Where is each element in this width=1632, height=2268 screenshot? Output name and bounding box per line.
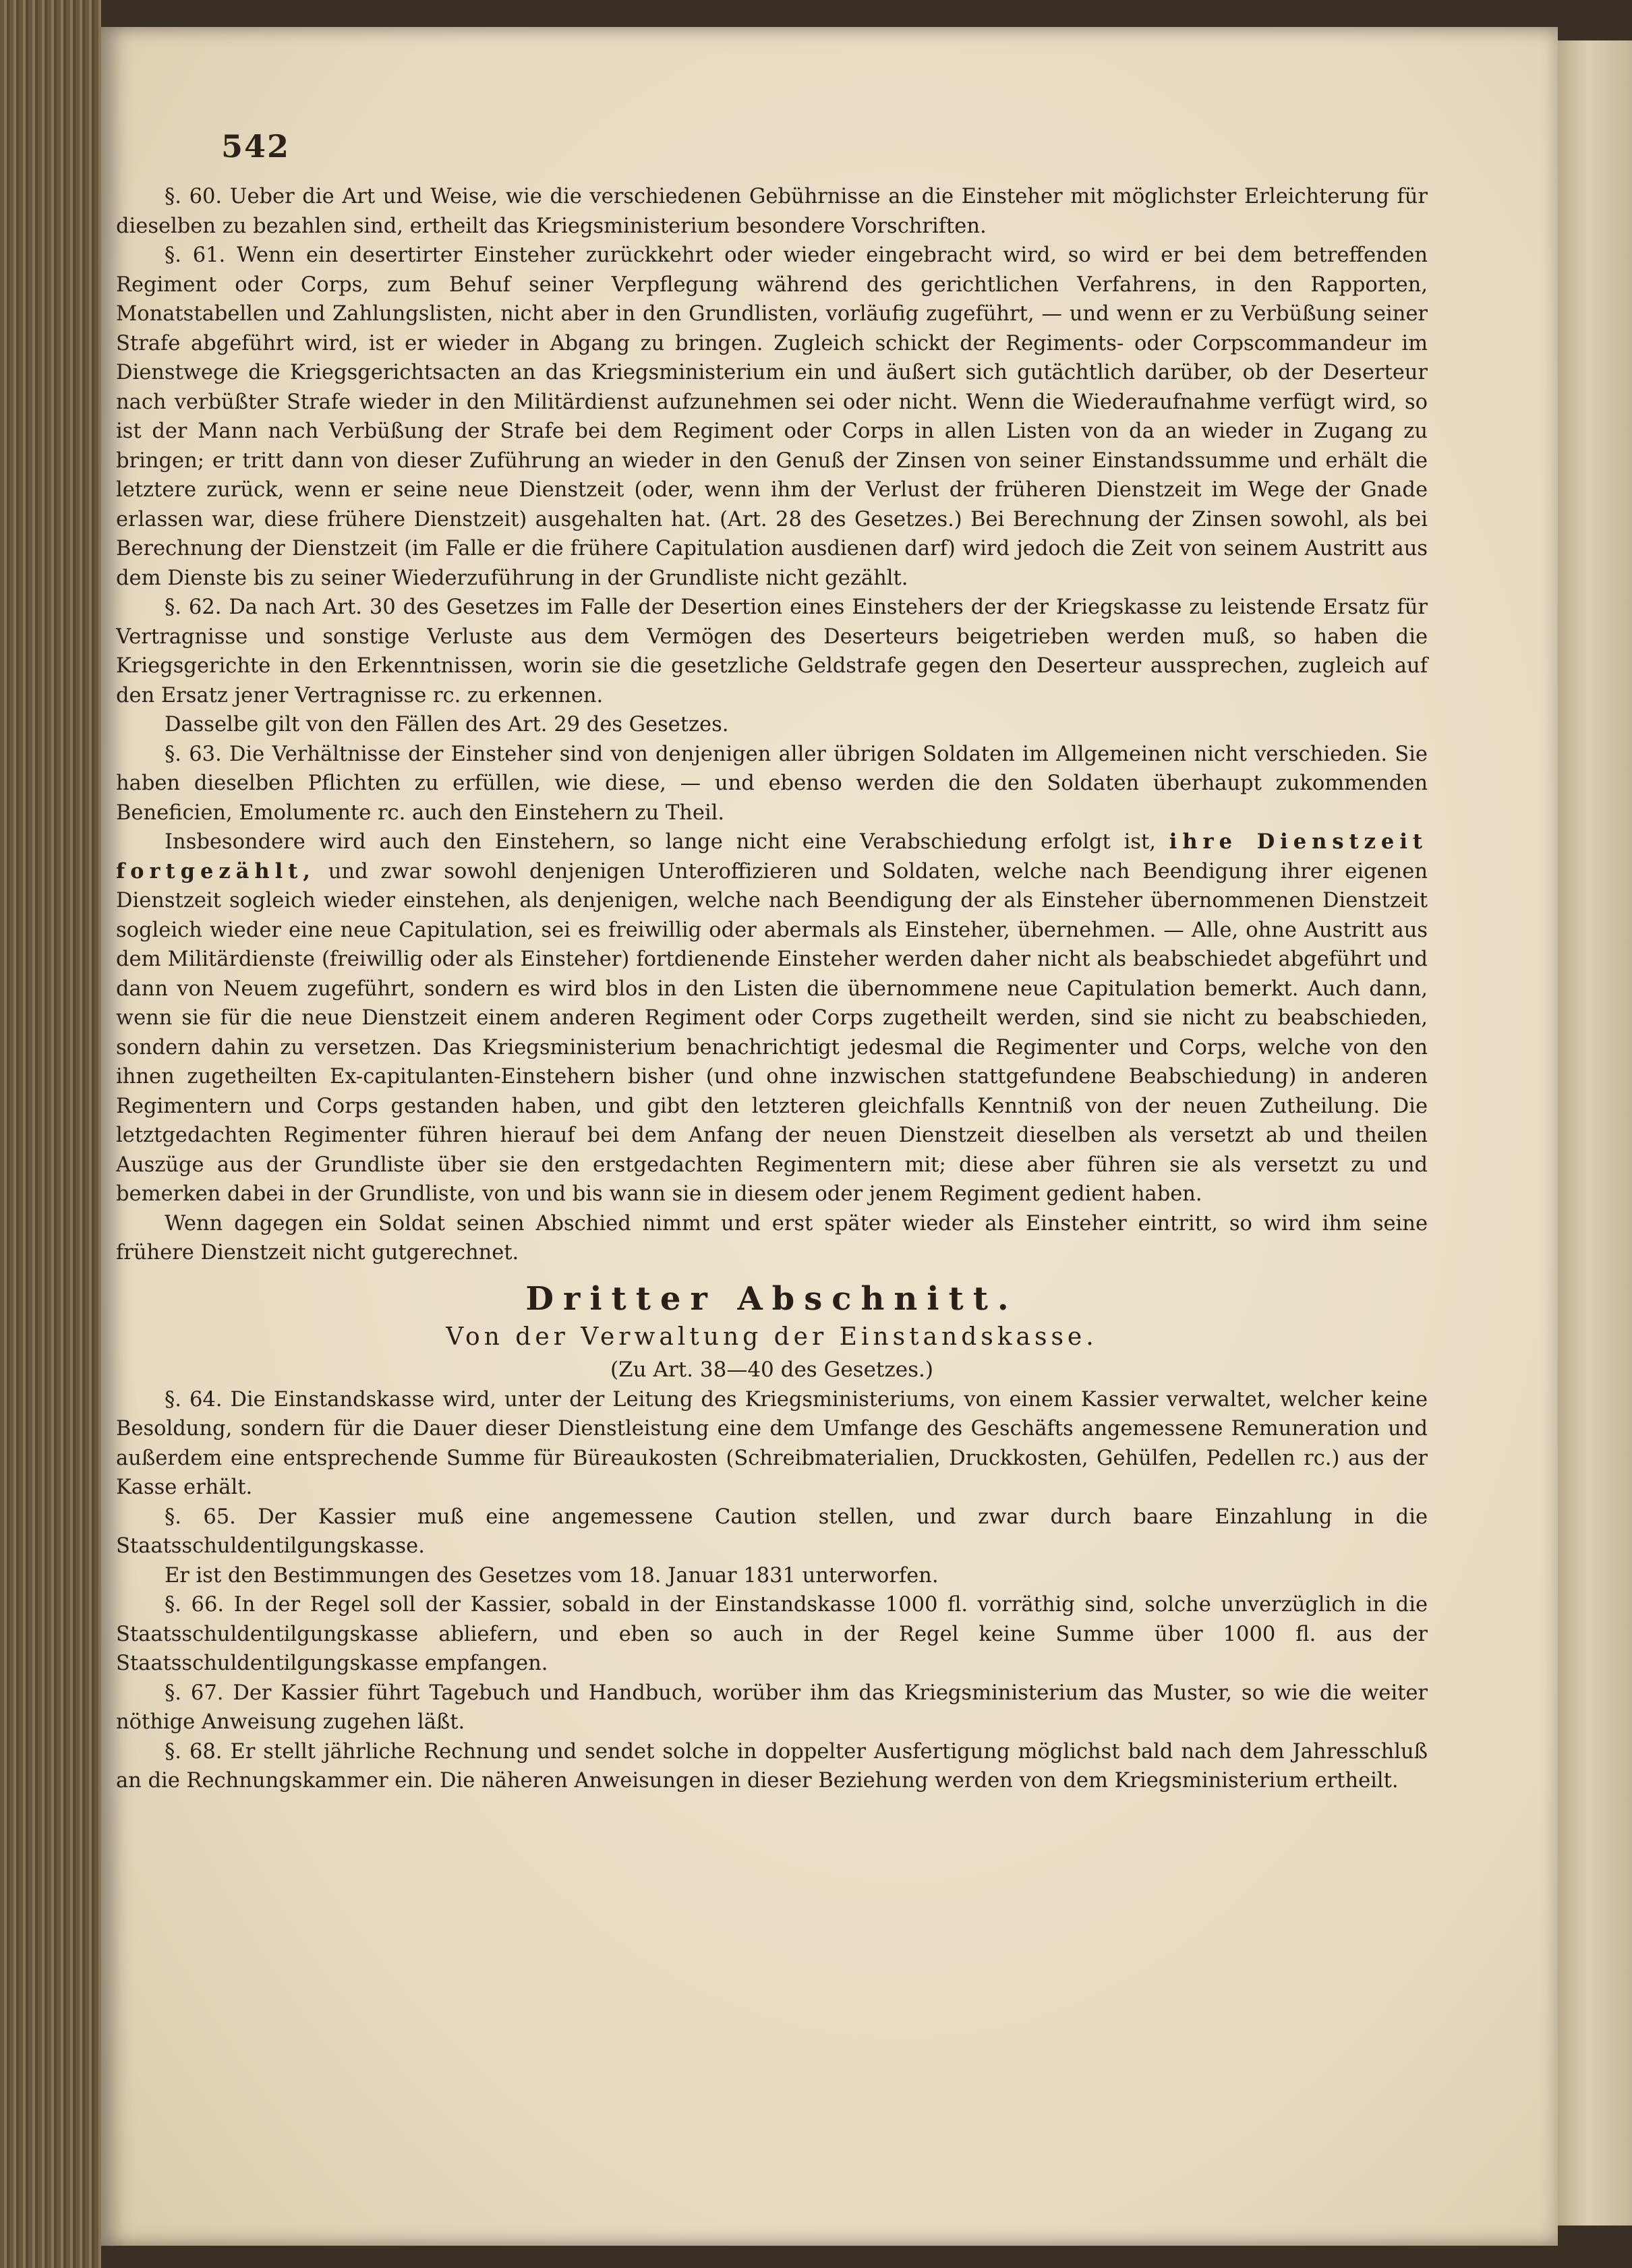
paragraph-61: §. 61. Wenn ein desertirter Einsteher zurückkehrt oder wieder eingebracht wird, so wird er bei dem betreffenden Regiment oder Corps, zum Behuf seiner Verpflegung während des gerichtlichen Verfahrens, in den Rapporten, Monatstabellen und Zahlungslisten, nicht aber in den Grundlisten, vorläufig zugeführt, — und wenn er zu Verbüßung seiner Strafe abgeführt wird, ist er wieder in Abgang zu bringen. Zugleich schickt der Regiments- oder Corpscommandeur im Dienstwege die Kriegsgerichtsacten an das Kriegsministerium ein und äußert sich gutächtlich darüber, ob der Deserteur nach verbüßter Strafe wieder in den Militärdienst aufzunehmen sei oder nicht. Wenn die Wiederaufnahme verfügt wird, so ist der Mann nach Verbüßung der Strafe bei dem Regiment oder Corps in allen Listen von da an wieder in Zugang zu bringen; er tritt dann von dieser Zuführung an wieder in den Genuß der Zinsen von seiner Einstandssumme und erhält die letztere zurück, wenn er seine neue Dienstzeit (oder, wenn ihm der Verlust der früheren Dienstzeit im Wege der Gnade erlassen war, diese frühere Dienstzeit) ausgehalten hat. (Art. 28 des Gesetzes.) Bei Berechnung der Zinsen sowohl, als bei Berechnung der Dienstzeit (im Falle er die frühere Capitulation ausdienen darf) wird jedoch die Zeit von seinem Austritt aus dem Dienste bis zu seiner Wiederzuführung in der Grundliste nicht gezählt. bbox=[116, 243, 1428, 590]
paragraph-63: §. 63. Die Verhältnisse der Einsteher sind von denjenigen aller übrigen Soldaten im Allgemeinen nicht verschieden. Sie haben dieselben Pflichten zu erfüllen, wie diese, — und ebenso werden die den Soldaten überhaupt zukommenden Beneficien, Emolumente rc. auch den Einstehern zu Theil. bbox=[116, 742, 1428, 825]
section-heading bbox=[116, 1277, 1428, 1385]
page-body bbox=[116, 182, 1428, 1796]
page-number: 542 bbox=[221, 128, 291, 165]
paragraph-68: §. 68. Er stellt jährliche Rechnung und sendet solche in doppelter Ausfertigung möglichst bald nach dem Jahresschluß an die Rechnungskammer ein. Die näheren Anweisungen in dieser Beziehung werden von dem Kriegsministerium ertheilt. bbox=[116, 1739, 1428, 1793]
paragraph-65-note: Er ist den Bestimmungen des Gesetzes vom 18. Januar 1831 unterworfen. bbox=[165, 1563, 939, 1588]
paragraph-65: §. 65. Der Kassier muß eine angemessene Caution stellen, und zwar durch baare Einzahlung in die Staatsschuldentilgungskasse. bbox=[116, 1505, 1428, 1558]
paragraph-67: §. 67. Der Kassier führt Tagebuch und Handbuch, worüber ihm das Kriegsministerium das Muster, so wie die weiter nöthige Anweisung zugehen läßt. bbox=[116, 1681, 1428, 1734]
section-reference: (Zu Art. 38—40 des Gesetzes.) bbox=[610, 1357, 933, 1382]
emphasized-text: ihre Dienstzeit fortgezählt, bbox=[116, 830, 1428, 883]
paragraph-64: §. 64. Die Einstandskasse wird, unter der Leitung des Kriegsministeriums, von einem Kassier verwaltet, welcher keine Besoldung, sondern für die Dauer dieser Dienstleistung eine dem Umfange des Geschäfts angemessene Remuneration und außerdem eine entsprechende Summe für Büreaukosten (Schreibmaterialien, Druckkosten, Gehülfen, Pedellen rc.) aus der Kasse erhält. bbox=[116, 1387, 1428, 1499]
paragraph-63-insbesondere bbox=[116, 827, 1428, 1209]
section-title: Dritter Abschnitt. bbox=[525, 1279, 1018, 1318]
section-subtitle: Von der Verwaltung der Einstandskasse. bbox=[446, 1322, 1098, 1351]
text-run: Insbesondere wird auch den Einstehern, so lange nicht eine Verabschiedung erfolgt ist, bbox=[165, 830, 1156, 854]
text-run: und zwar sowohl denjenigen Unteroffizieren und Soldaten, welche nach Beendigung ihrer eigenen Dienstzeit sogleich wieder einstehen, als denjenigen, welche nach Beendigung der als Einsteher übernommenen Dienstzeit sogleich wieder eine neue Capitulation, sei es freiwillig oder abermals als Einsteher, übernehmen. — Alle, ohne Austritt aus dem Militärdienste (freiwillig oder als Einsteher) fortdienende Einsteher werden daher nicht als beabschiedet abgeführt und dann von Neuem zugeführt, sondern es wird blos in den Listen die übernommene neue Capitulation bemerkt. Auch dann, wenn sie für die neue Dienstzeit einem anderen Regiment oder Corps zugetheilt werden, sind sie nicht zu beabschieden, sondern dahin zu versetzen. Das Kriegsministerium benachrichtigt jedesmal die Regimenter und Corps, welche von den ihnen zugetheilten Ex-capitulanten-Einstehern bisher (und ohne inzwischen stattgefundene Beabschiedung) in anderen Regimentern und Corps gestanden haben, und gibt den letzteren gleichfalls Kenntniß von der neuen Zutheilung. Die letztgedachten Regimenter führen hierauf bei dem Anfang der neuen Dienstzeit dieselben als versetzt ab und theilen Auszüge aus der Grundliste über sie den erstgedachten Regimentern mit; diese aber führen sie als versetzt zu und bemerken dabei in der Grundliste, von und bis wann sie in diesem oder jenem Regiment gedient haben. bbox=[116, 859, 1428, 1206]
book-page-edges bbox=[0, 0, 101, 2268]
paragraph-62: §. 62. Da nach Art. 30 des Gesetzes im Falle der Desertion eines Einstehers der der Kriegskasse zu leistende Ersatz für Vertragnisse und sonstige Verluste aus dem Vermögen des Deserteurs beigetrieben werden muß, so haben die Kriegsgerichte in den Erkenntnissen, worin sie die gesetzliche Geldstrafe gegen den Deserteur aussprechen, zugleich auf den Ersatz jener Vertragnisse rc. zu erkennen. bbox=[116, 595, 1428, 707]
facing-page-edge bbox=[1558, 40, 1632, 2226]
paragraph-66: §. 66. In der Regel soll der Kassier, sobald in der Einstandskasse 1000 fl. vorräthig sind, solche unverzüglich in die Staatsschuldentilgungskasse abliefern, und eben so auch in der Regel keine Summe über 1000 fl. aus der Staatsschuldentilgungskasse empfangen. bbox=[116, 1593, 1428, 1675]
paragraph-60: §. 60. Ueber die Art und Weise, wie die verschiedenen Gebührnisse an die Einsteher mit möglichster Erleichterung für dieselben zu bezahlen sind, ertheilt das Kriegsministerium besondere Vorschriften. bbox=[116, 185, 1428, 238]
paragraph-63-wenn: Wenn dagegen ein Soldat seinen Abschied nimmt und erst später wieder als Einsteher eintritt, so wird ihm seine frühere Dienstzeit nicht gutgerechnet. bbox=[116, 1211, 1428, 1264]
paragraph-62-note: Dasselbe gilt von den Fällen des Art. 29 des Gesetzes. bbox=[165, 713, 729, 736]
